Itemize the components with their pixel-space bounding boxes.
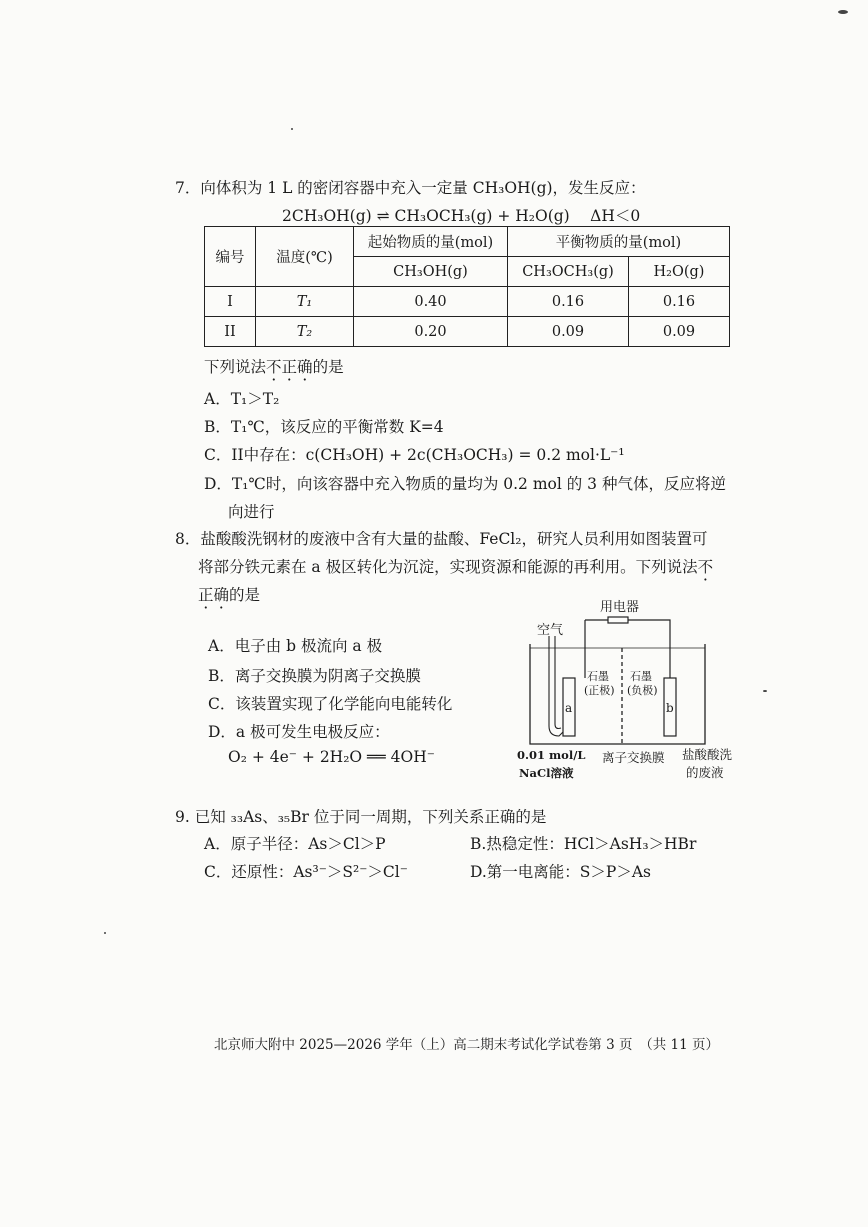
table-header-temp: 温度(℃) xyxy=(256,227,354,287)
emphasis-char: 确 xyxy=(297,358,313,376)
q8-stem-line3 xyxy=(198,583,260,605)
q8-option-b: B．离子交换膜为阴离子交换膜 xyxy=(208,667,421,685)
emphasis-char: 不 xyxy=(697,558,714,576)
scan-speck xyxy=(838,10,848,14)
waste-liquid-label-line1: 盐酸酸洗 xyxy=(682,747,733,762)
appliance-resistor-icon xyxy=(608,617,628,623)
table-header-ch3och3: CH₃OCH₃(g) xyxy=(508,257,629,287)
positive-pole-label: (正极) xyxy=(584,684,615,697)
q8-stem-text: 的是 xyxy=(229,586,261,604)
q7-stem: 7．向体积为 1 L 的密闭容器中充入一定量 CH₃OH(g)，发生反应： xyxy=(175,179,646,197)
emphasis-char: 正 xyxy=(281,358,298,376)
q9-option-b: B.热稳定性：HCl＞AsH₃＞HBr xyxy=(470,835,697,853)
q8-stem-line1: 8．盐酸酸洗钢材的废液中含有大量的盐酸、FeCl₂，研究人员利用如图装置可 xyxy=(175,530,708,548)
q8-option-d-equation: O₂ + 4e⁻ + 2H₂O ══ 4OH⁻ xyxy=(228,748,435,766)
q8-option-a: A．电子由 b 极流向 a 极 xyxy=(208,637,383,655)
q7-option-c: C．II中存在：c(CH₃OH) + 2c(CH₃OCH₃) = 0.2 mol·L⁻¹ xyxy=(204,446,625,464)
q7-prompt-text: 下列说法 xyxy=(204,358,267,376)
table-header-initial: 起始物质的量(mol) xyxy=(354,227,508,257)
q9-option-d: D.第一电离能：S＞P＞As xyxy=(470,863,651,881)
beaker-outline xyxy=(530,644,705,744)
q9-stem: 9. 已知 ₃₃As、₃₅Br 位于同一周期，下列关系正确的是 xyxy=(175,808,547,826)
scan-speck xyxy=(104,932,106,934)
q7-data-table xyxy=(204,226,730,347)
table-cell-id: II xyxy=(205,317,256,347)
q8-option-c: C．该装置实现了化学能向电能转化 xyxy=(208,695,453,713)
q7-option-a: A．T₁＞T₂ xyxy=(204,390,280,408)
q7-option-b: B．T₁℃，该反应的平衡常数 K=4 xyxy=(204,418,444,436)
table-header-equilibrium: 平衡物质的量(mol) xyxy=(508,227,730,257)
table-cell-ch3och3: 0.09 xyxy=(508,317,629,347)
nacl-concentration-label: 0.01 mol/L xyxy=(517,748,586,762)
page-footer: 北京师大附中 2025—2026 学年（上）高二期末考试化学试卷第 3 页 （共 11 页） xyxy=(214,1037,719,1053)
q7-option-d-line1: D．T₁℃时，向该容器中充入物质的量均为 0.2 mol 的 3 种气体，反应将逆 xyxy=(204,475,726,493)
electrode-b-label: b xyxy=(666,701,674,715)
table-row xyxy=(205,317,730,347)
q8-stem-text: 将部分铁元素在 a 极区转化为沉淀，实现资源和能源的再利用。下列说法 xyxy=(198,558,698,576)
q8-option-d: D．a 极可发生电极反应： xyxy=(208,723,390,741)
table-cell-id: I xyxy=(205,287,256,317)
graphite-neg-label: 石墨 xyxy=(630,670,652,683)
table-cell-h2o: 0.16 xyxy=(629,287,730,317)
table-cell-temp: T₂ xyxy=(256,317,354,347)
emphasis-char: 不 xyxy=(266,358,282,376)
appliance-label: 用电器 xyxy=(600,600,640,615)
table-cell-temp: T₁ xyxy=(256,287,354,317)
q7-option-d-line2: 向进行 xyxy=(228,503,275,521)
table-header-ch3oh: CH₃OH(g) xyxy=(354,257,508,287)
table-cell-ch3och3: 0.16 xyxy=(508,287,629,317)
membrane-label: 离子交换膜 xyxy=(602,750,665,765)
emphasis-char: 确 xyxy=(213,586,230,604)
q7-prompt xyxy=(204,355,344,377)
emphasis-char: 正 xyxy=(198,586,214,604)
q8-stem-line2 xyxy=(198,555,713,577)
nacl-solution-label: NaCl溶液 xyxy=(519,766,574,780)
negative-pole-label: (负极) xyxy=(627,684,658,697)
q7-prompt-text: 的是 xyxy=(312,358,344,376)
graphite-pos-label: 石墨 xyxy=(587,670,609,683)
q7-reaction: 2CH₃OH(g) ⇌ CH₃OCH₃(g) + H₂O(g) ΔH＜0 xyxy=(282,207,641,225)
q9-option-a: A．原子半径：As＞Cl＞P xyxy=(204,835,386,853)
table-cell-h2o: 0.09 xyxy=(629,317,730,347)
scan-speck xyxy=(291,128,293,130)
table-header-id: 编号 xyxy=(205,227,256,287)
table-cell-ch3oh: 0.40 xyxy=(354,287,508,317)
air-label: 空气 xyxy=(537,623,564,638)
waste-liquid-label-line2: 的废液 xyxy=(686,765,724,780)
q9-option-c: C．还原性：As³⁻＞S²⁻＞Cl⁻ xyxy=(204,863,408,881)
table-cell-ch3oh: 0.20 xyxy=(354,317,508,347)
electrode-a-label: a xyxy=(565,701,573,715)
electrolysis-cell-diagram xyxy=(505,596,775,786)
table-row xyxy=(205,287,730,317)
table-header-h2o: H₂O(g) xyxy=(629,257,730,287)
